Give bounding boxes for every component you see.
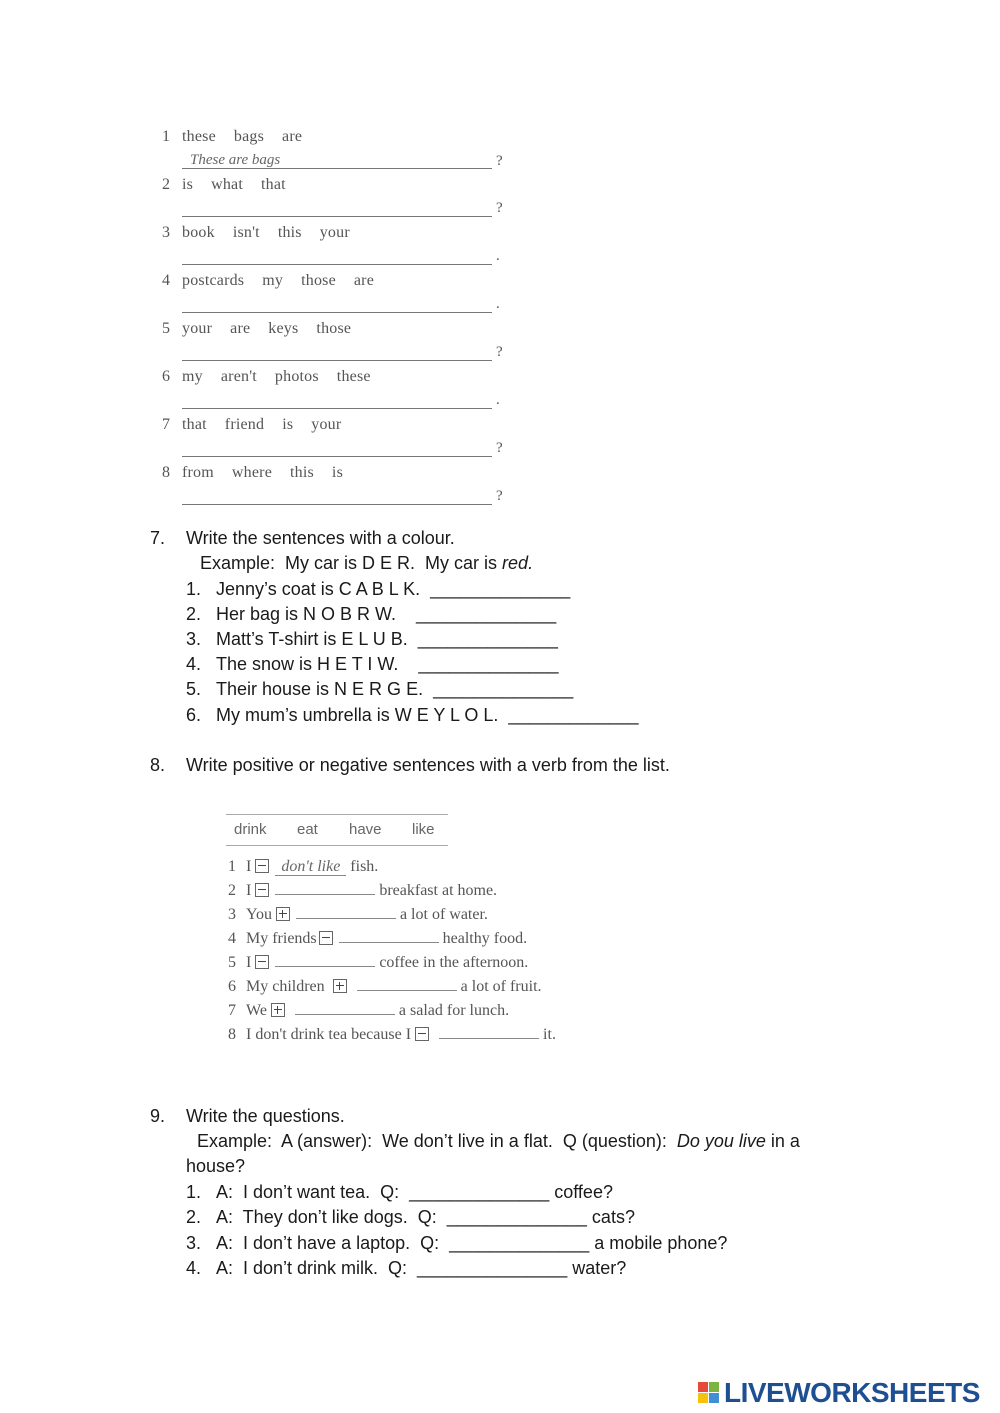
item-number: 6 <box>162 368 171 385</box>
exercise-number: 9. <box>150 1106 166 1126</box>
ex7-item-6[interactable] <box>186 705 639 726</box>
word: those <box>301 272 336 289</box>
exercise-9-example <box>197 1131 800 1152</box>
logo-icon <box>698 1382 720 1404</box>
word: is <box>331 464 343 481</box>
item-text: The snow is H E T I W. ______________ <box>216 654 559 674</box>
item-number: 4. <box>186 654 202 674</box>
minus-icon <box>255 859 269 873</box>
item-number: 1. <box>186 579 202 599</box>
subject: My friends <box>246 930 317 947</box>
word: is <box>182 176 194 193</box>
word: book <box>182 224 215 241</box>
item-number: 8 <box>228 1026 236 1043</box>
item-number: 3. <box>186 1233 202 1253</box>
word: bags <box>233 128 265 145</box>
exercise-7-heading <box>150 528 455 549</box>
answer-line <box>182 168 492 169</box>
end-punctuation: . <box>496 392 500 408</box>
item-number: 1. <box>186 1182 202 1202</box>
example-suffix: in a <box>765 1131 800 1151</box>
minus-icon <box>255 955 269 969</box>
end-punctuation: ? <box>496 200 503 216</box>
sentence-rest: a lot of water. <box>399 906 488 923</box>
item-number: 8 <box>162 464 171 481</box>
ex9-item-3[interactable] <box>186 1233 727 1254</box>
ex8-item-2 <box>228 882 497 900</box>
ex8-answer-4[interactable] <box>339 930 439 943</box>
subject: My children <box>246 978 325 995</box>
item-number: 7 <box>228 1002 236 1019</box>
item-text: Her bag is N O B R W. ______________ <box>216 604 557 624</box>
word: isn't <box>232 224 260 241</box>
item-number: 3. <box>186 629 202 649</box>
sentence-rest: it. <box>543 1026 556 1043</box>
item-number: 5. <box>186 679 202 699</box>
heading-text: Write the sentences with a colour. <box>186 528 455 548</box>
word: is <box>282 416 294 433</box>
exercise-9-example-line2: house? <box>186 1156 246 1176</box>
ex8-answer-5[interactable] <box>275 954 375 967</box>
subject: We <box>246 1002 267 1019</box>
minus-icon <box>319 931 333 945</box>
ex9-item-1[interactable] <box>186 1182 613 1203</box>
sentence-rest: a salad for lunch. <box>398 1002 510 1019</box>
word: where <box>231 464 272 481</box>
subject: I don't drink tea because I <box>246 1026 412 1043</box>
word: that <box>182 416 207 433</box>
item-text: Jenny’s coat is C A B L K. ______________ <box>216 579 571 599</box>
example-answer: red. <box>502 553 534 573</box>
verb-list <box>226 814 448 846</box>
item-number: 4. <box>186 1258 202 1278</box>
word: these <box>336 368 371 385</box>
item-number: 6 <box>228 978 236 995</box>
item-number: 4 <box>228 930 236 947</box>
word: this <box>277 224 302 241</box>
item-text: My mum’s umbrella is W E Y L O L. _____________ <box>216 705 639 725</box>
word: are <box>282 128 303 145</box>
item-number: 1 <box>162 128 171 145</box>
verb-drink: drink <box>234 821 267 838</box>
ex6-item-2 <box>162 176 304 194</box>
answer-line <box>182 312 492 313</box>
item-number: 2 <box>162 176 171 193</box>
ex8-item-4 <box>228 930 527 948</box>
ex6-answer-1[interactable]: These are bags <box>190 152 281 168</box>
ex8-item-7 <box>228 1002 509 1020</box>
verb-eat: eat <box>297 821 318 838</box>
ex6-item-4 <box>162 272 392 290</box>
exercise-number: 8. <box>150 755 166 775</box>
subject: You <box>246 906 272 923</box>
plus-icon <box>271 1003 285 1017</box>
word: keys <box>268 320 299 337</box>
word: friend <box>224 416 265 433</box>
item-number: 2 <box>228 882 236 899</box>
item-number: 5 <box>228 954 236 971</box>
word: my <box>262 272 284 289</box>
word: these <box>182 128 216 145</box>
word: those <box>316 320 352 337</box>
end-punctuation: ? <box>496 344 503 360</box>
sentence-rest: fish. <box>350 858 379 875</box>
ex8-answer-2[interactable] <box>275 882 375 895</box>
subject: I <box>246 882 252 899</box>
ex6-item-5 <box>162 320 369 338</box>
item-number: 4 <box>162 272 171 289</box>
word: photos <box>274 368 319 385</box>
heading-text: Write the questions. <box>186 1106 345 1126</box>
ex7-item-3[interactable] <box>186 629 558 650</box>
subject: I <box>246 954 252 971</box>
item-number: 1 <box>228 858 236 875</box>
ex6-item-6 <box>162 368 389 386</box>
verb-like: like <box>412 821 435 838</box>
exercise-8-heading <box>150 755 670 776</box>
end-punctuation: ? <box>496 488 503 504</box>
ex8-answer-7[interactable] <box>295 1002 395 1015</box>
sentence-rest: healthy food. <box>442 930 528 947</box>
word: aren't <box>220 368 257 385</box>
liveworksheets-logo <box>698 1378 980 1408</box>
item-number: 6. <box>186 705 202 725</box>
exercise-number: 7. <box>150 528 166 548</box>
word: what <box>211 176 243 193</box>
minus-icon <box>255 883 269 897</box>
minus-icon <box>415 1027 429 1041</box>
ex8-item-3 <box>228 906 488 924</box>
word: that <box>260 176 286 193</box>
word: this <box>290 464 314 481</box>
item-number: 2. <box>186 1207 202 1227</box>
ex7-item-5[interactable] <box>186 679 573 700</box>
ex8-item-6 <box>228 978 542 996</box>
word: my <box>182 368 203 385</box>
sentence-rest: breakfast at home. <box>379 882 498 899</box>
verb-have: have <box>349 821 382 838</box>
ex8-answer-6[interactable] <box>357 978 457 991</box>
example-text: Example: A (answer): We don’t live in a flat. Q (question): <box>197 1131 677 1151</box>
item-number: 7 <box>162 416 171 433</box>
ex8-answer-8[interactable] <box>439 1026 539 1039</box>
logo-text: LIVEWORKSHEETS <box>724 1377 980 1408</box>
ex9-item-4[interactable] <box>186 1258 626 1279</box>
exercise-7-example <box>200 553 533 574</box>
ex8-item-8 <box>228 1026 556 1044</box>
answer-line <box>182 408 492 409</box>
exercise-9-heading <box>150 1106 345 1127</box>
item-number: 3 <box>228 906 236 923</box>
word: your <box>319 224 350 241</box>
ex6-item-1 <box>162 128 320 146</box>
plus-icon <box>276 907 290 921</box>
answer-line <box>182 360 492 361</box>
sentence-rest: a lot of fruit. <box>460 978 542 995</box>
item-text: A: I don’t want tea. Q: ______________ coffee? <box>216 1182 613 1202</box>
ex6-item-3 <box>162 224 368 242</box>
heading-text: Write positive or negative sentences with a verb from the list. <box>186 755 670 775</box>
item-text: A: I don’t have a laptop. Q: ______________ a mobile phone? <box>216 1233 728 1253</box>
word: your <box>311 416 342 433</box>
subject: I <box>246 858 252 875</box>
ex8-answer-3[interactable] <box>296 906 396 919</box>
ex7-item-4[interactable] <box>186 654 559 675</box>
item-text: A: They don’t like dogs. Q: ______________ cats? <box>216 1207 635 1227</box>
ex7-item-2[interactable] <box>186 604 556 625</box>
word: your <box>182 320 213 337</box>
example-answer: Do you live <box>676 1131 766 1151</box>
answer-line <box>182 264 492 265</box>
answer-line <box>182 216 492 217</box>
answer-line <box>182 456 492 457</box>
end-punctuation: . <box>496 248 500 264</box>
ex6-item-7 <box>162 416 359 434</box>
word: are <box>353 272 375 289</box>
end-punctuation: ? <box>496 153 503 169</box>
item-number: 3 <box>162 224 171 241</box>
item-number: 2. <box>186 604 202 624</box>
sentence-rest: coffee in the afternoon. <box>379 954 529 971</box>
word: from <box>182 464 214 481</box>
item-text: Their house is N E R G E. ______________ <box>216 679 574 699</box>
ex7-item-1[interactable] <box>186 579 570 600</box>
ex6-item-8 <box>162 464 361 482</box>
plus-icon <box>333 979 347 993</box>
ex9-item-2[interactable] <box>186 1207 635 1228</box>
item-text: Matt’s T-shirt is E L U B. ______________ <box>216 629 558 649</box>
ex8-item-5 <box>228 954 528 972</box>
item-number: 5 <box>162 320 171 337</box>
ex8-item-1 <box>228 858 378 876</box>
word: are <box>230 320 251 337</box>
end-punctuation: ? <box>496 440 503 456</box>
ex8-answer-1[interactable]: don't like <box>275 858 346 876</box>
example-text: Example: My car is D E R. My car is <box>200 553 503 573</box>
answer-line <box>182 504 492 505</box>
end-punctuation: . <box>496 296 500 312</box>
item-text: A: I don’t drink milk. Q: _______________ water? <box>216 1258 627 1278</box>
word: postcards <box>182 272 245 289</box>
